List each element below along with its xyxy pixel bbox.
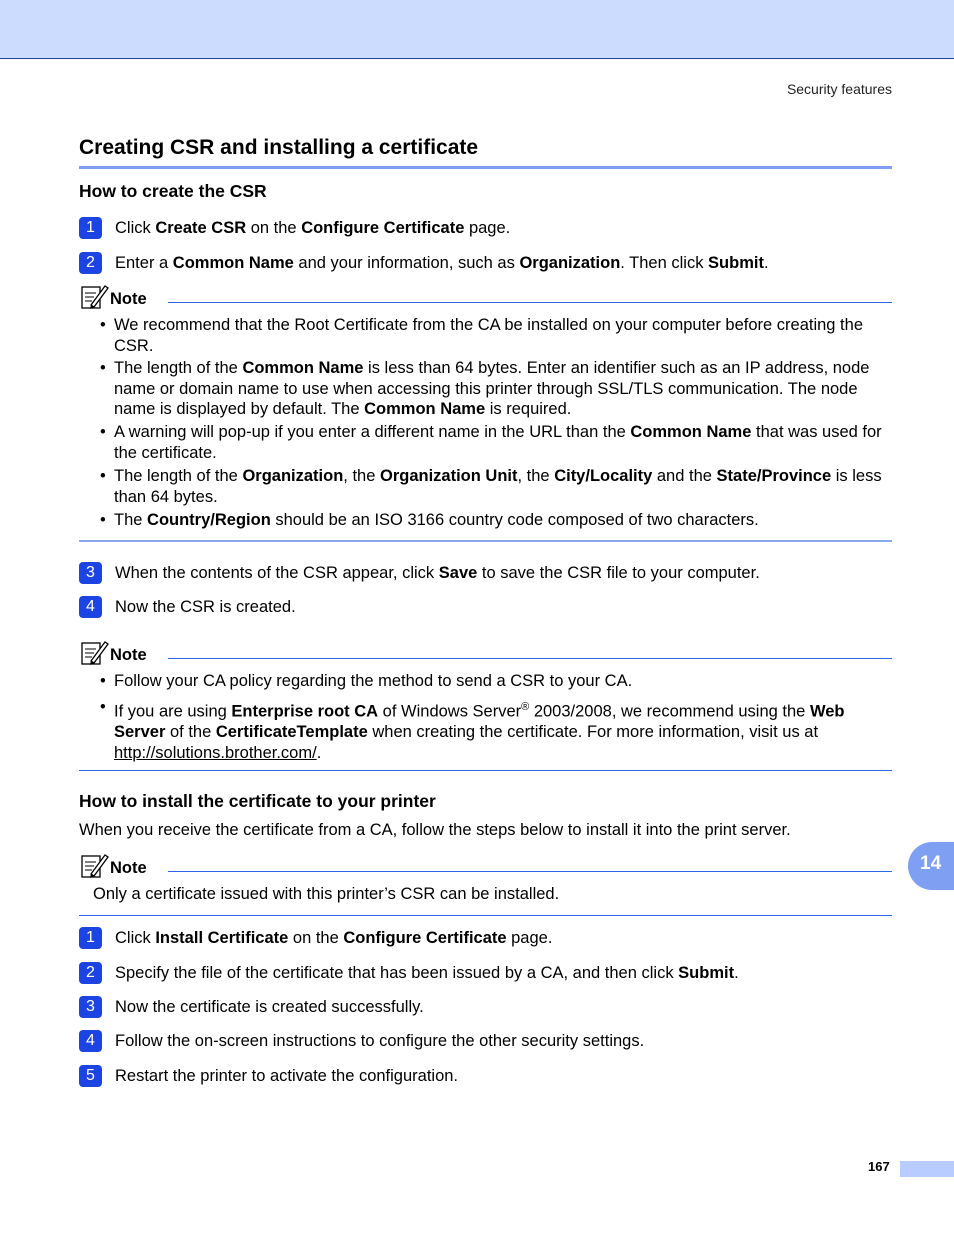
install-intro: When you receive the certificate from a CA, follow the steps below to install it into the print server. (79, 821, 791, 839)
step-text: Click Create CSR on the Configure Certificate page. (115, 219, 511, 237)
note-pencil-icon (81, 853, 109, 879)
note-bullet-item: • The Country/Region should be an ISO 3166 country code composed of two characters. (100, 511, 759, 529)
note-label: Note (110, 290, 147, 308)
step-text: Specify the file of the certificate that has been issued by a CA, and then click Submit. (115, 964, 739, 982)
note-bullet-item: • The length of the Common Name is less than 64 bytes. Enter an identifier such as an IP address, node name or domain name to use when accessing this printer through SSL/TLS communication. The node name is displayed by default. The Common Name is required. (100, 359, 870, 418)
top-band (0, 0, 954, 59)
step-number-3: 3 (79, 996, 102, 1018)
page-number-bar (900, 1161, 954, 1177)
note-bullet-item: • Follow your CA policy regarding the method to send a CSR to your CA. (100, 672, 633, 690)
step-text: Restart the printer to activate the configuration. (115, 1067, 459, 1085)
step-text: Now the certificate is created successfully. (115, 998, 424, 1016)
running-header: Security features (786, 81, 892, 97)
note-pencil-icon (81, 284, 109, 310)
note-header (79, 640, 892, 668)
brother-solutions-link[interactable]: http://solutions.brother.com/ (114, 743, 317, 762)
note-label: Note (110, 646, 147, 664)
note-end-rule (79, 915, 892, 916)
chapter-number: 14 (920, 853, 942, 874)
install-note-text: Only a certificate issued with this printer’s CSR can be installed. (93, 885, 560, 903)
page-number: 167 (868, 1159, 890, 1174)
note-bullet-item: • We recommend that the Root Certificate from the CA be installed on your computer before creating the CSR. (100, 316, 863, 355)
step-text: Enter a Common Name and your information, such as Organization. Then click Submit. (115, 254, 769, 272)
step-text: Follow the on-screen instructions to configure the other security settings. (115, 1032, 645, 1050)
step-number-4: 4 (79, 1030, 102, 1052)
step-number-4: 4 (79, 596, 102, 618)
step-number-3: 3 (79, 562, 102, 584)
install-heading: How to install the certificate to your printer (79, 791, 436, 811)
step-number-2: 2 (79, 252, 102, 274)
step-text: When the contents of the CSR appear, click Save to save the CSR file to your computer. (115, 564, 760, 582)
note-end-rule (79, 770, 892, 771)
step-text: Click Install Certificate on the Configure Certificate page. (115, 929, 553, 947)
note-label: Note (110, 859, 147, 877)
note-bullet-item: • If you are using Enterprise root CA of Windows Server® 2003/2008, we recommend using the Web Server of the CertificateTemplate when creating the certificate. For more information, visit us at http://solutions.brother.com/. (100, 698, 845, 762)
section-title: Creating CSR and installing a certificate (79, 136, 479, 159)
note-pencil-icon (81, 640, 109, 666)
step-number-1: 1 (79, 927, 102, 949)
step-number-2: 2 (79, 962, 102, 984)
note-end-rule (79, 540, 892, 542)
note-header (79, 853, 892, 881)
note-rule (168, 871, 892, 872)
note-header (79, 284, 892, 312)
chapter-tab (908, 842, 954, 890)
step-number-5: 5 (79, 1065, 102, 1087)
title-rule (79, 166, 892, 169)
note-bullet-item: • A warning will pop-up if you enter a different name in the URL than the Common Name that was used for the certificate. (100, 423, 882, 462)
note-bullet-item: • The length of the Organization, the Organization Unit, the City/Locality and the State/Province is less than 64 bytes. (100, 467, 882, 506)
note-rule (168, 302, 892, 303)
create-csr-heading: How to create the CSR (79, 181, 267, 201)
step-number-1: 1 (79, 217, 102, 239)
note-rule (168, 658, 892, 659)
step-text: Now the CSR is created. (115, 598, 296, 616)
